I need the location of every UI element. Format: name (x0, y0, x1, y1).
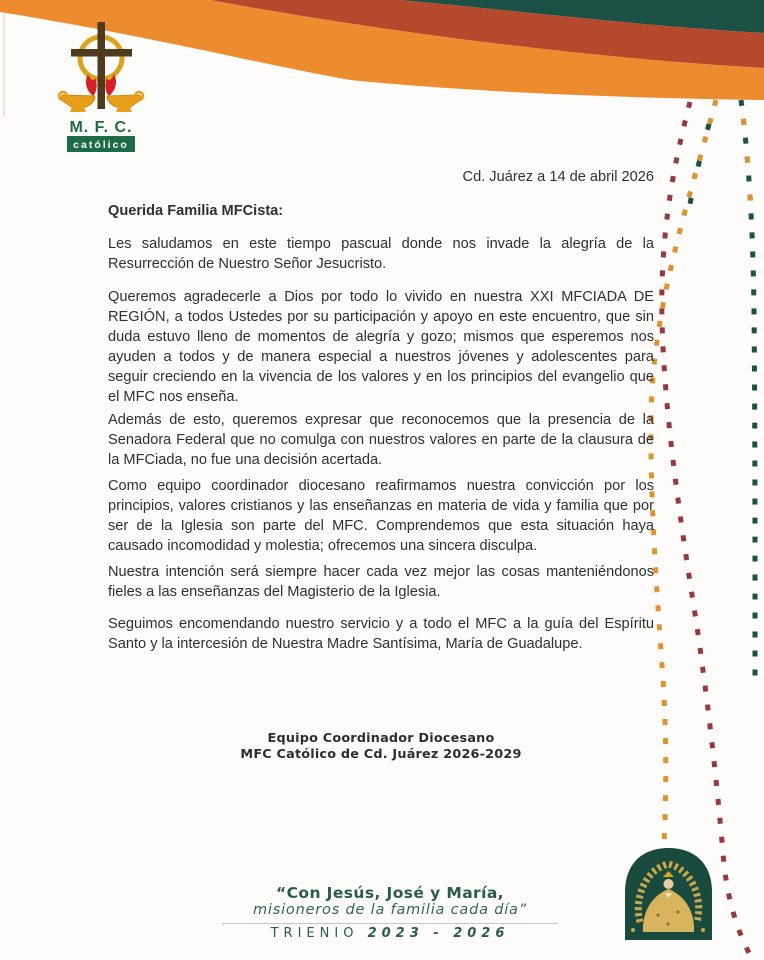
dotted-line-maroon (662, 102, 753, 960)
paragraph: Seguimos encomendando nuestro servicio y a todo el MFC a la guía del Espíritu Santo y la intercesión de Nuestra Madre Santísima, María de Guadalupe. (108, 616, 654, 652)
trienio-line (152, 926, 628, 941)
paragraph: Además de esto, queremos expresar que reconocemos que la presencia de la Senadora Federal que no comulga con nuestros valores en parte de la clausura de la MFCiada, no fue una decisión acertada. (108, 412, 654, 468)
logo-subtitle: católico (73, 139, 129, 151)
page-edge-shadow (3, 13, 5, 117)
salutation: Querida Familia MFCista: (108, 203, 284, 219)
paragraph: Queremos agradecerle a Dios por todo lo vivido en nuestra XXI MFCIADA DE REGIÓN, a todos Ustedes por su participación y apoyo en este encuentro, que sin duda estuvo lleno de momentos de alegría y gozo; mismos que esperemos nos ayuden a todos y de manera especial a nuestros jóvenes y adolescentes para seguir creciendo en la vivencia de los valores y en los principios del evangelio que el MFC nos enseña. (108, 289, 654, 405)
dotted-line-accent-orange (741, 100, 751, 220)
dotted-line-green (741, 100, 755, 676)
trienio-years: 2023 - 2026 (367, 926, 510, 941)
paragraph: Les saludamos en este tiempo pascual donde nos invade la alegría de la Resurrección de Nuestro Señor Jesucristo. (108, 236, 654, 272)
paragraph: Nuestra intención será siempre hacer cada vez mejor las cosas manteniéndonos fieles a las enseñanzas del Magisterio de la Iglesia. (108, 564, 654, 600)
footer-quote (152, 884, 628, 941)
date-line: Cd. Juárez a 14 de abril 2026 (462, 169, 654, 185)
divider-line (222, 923, 558, 924)
signature-block (108, 731, 654, 762)
signature-line2: MFC Católico de Cd. Juárez 2026-2029 (240, 746, 522, 762)
paragraph: Como equipo coordinador diocesano reafirmamos nuestra convicción por los principios, valores cristianos y las enseñanzas en materia de vida y familia que por ser de la Iglesia son parte del MFC. Comprendemos que esta situación haya causado incomodidad y molestia; ofrecemos una sincera disculpa. (108, 478, 654, 554)
quote-line2: misioneros de la familia cada día” (252, 902, 528, 918)
trienio-label: TRIENIO (270, 926, 359, 941)
letter-body (108, 0, 654, 960)
dotted-line-orange (651, 100, 716, 845)
quote-line1: “Con Jesús, José y María, (276, 884, 504, 902)
logo-acronym: M. F. C. (69, 119, 133, 136)
signature-line1: Equipo Coordinador Diocesano (267, 731, 495, 746)
dotted-line-accent-green (686, 100, 716, 225)
